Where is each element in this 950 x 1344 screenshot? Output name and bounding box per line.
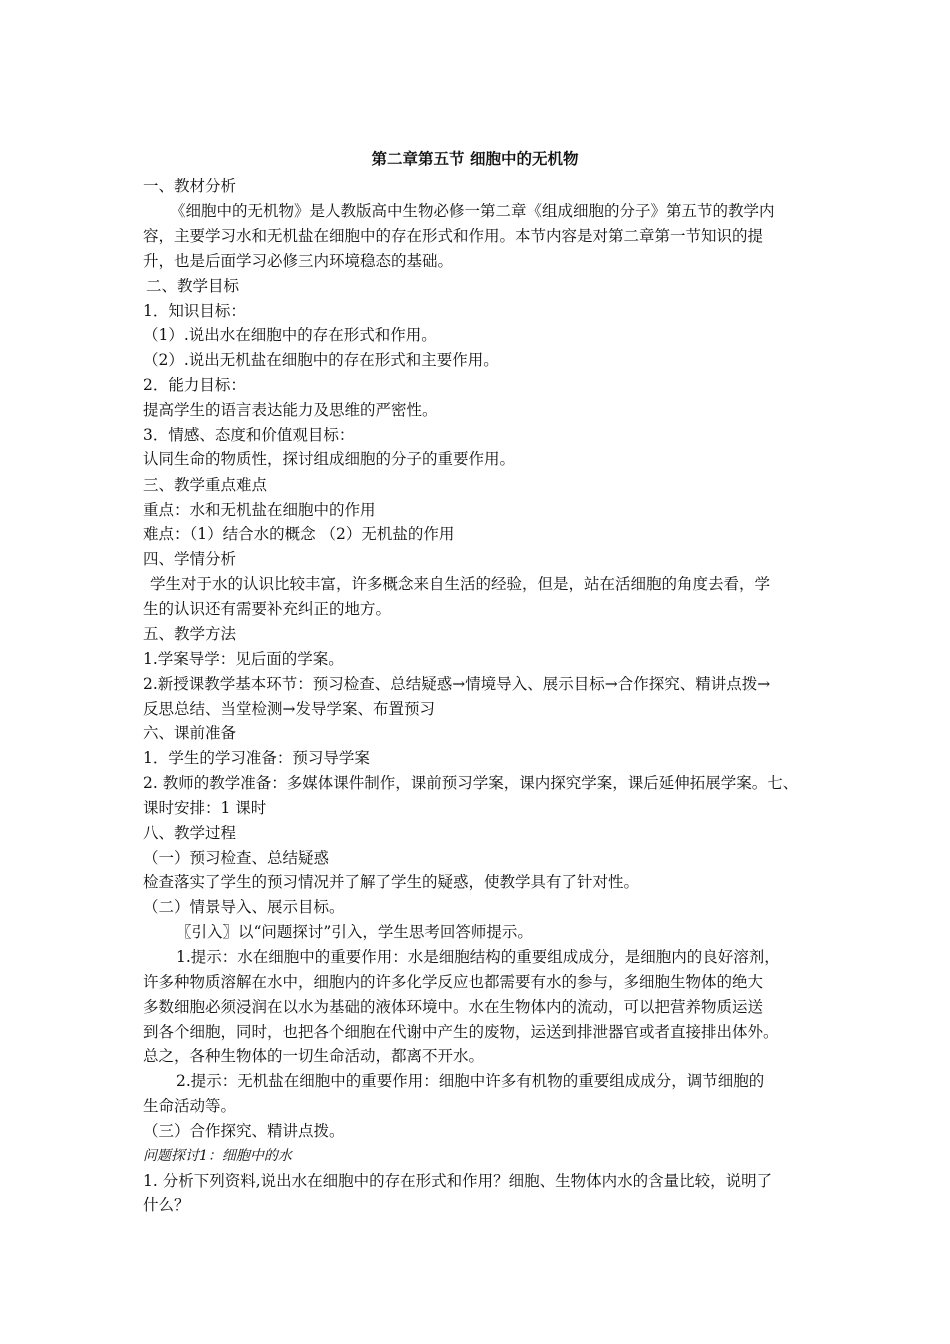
paragraph-line: 1.提示：水在细胞中的重要作用：水是细胞结构的重要组成成分，是细胞内的良好溶剂， [176,948,780,966]
section-heading: 一、教材分析 [143,177,237,195]
paragraph-line: 总之，各种生物体的一切生命活动，都离不开水。 [143,1047,485,1065]
paragraph-line: 容，主要学习水和无机盐在细胞中的存在形式和作用。本节内容是对第二章第一节知识的提 [143,227,764,245]
paragraph-line: 难点：（1）结合水的概念 （2）无机盐的作用 [143,525,455,543]
paragraph-line: 〖引入〗以“问题探讨”引入，学生思考回答师提示。 [176,923,533,941]
paragraph-line: 课时安排：1 课时 [143,799,267,817]
section-heading: 四、学情分析 [143,550,237,568]
paragraph-line: （三）合作探究、精讲点拨。 [143,1122,345,1140]
section-heading: 五、教学方法 [143,625,237,643]
paragraph-line: 1. 分析下列资料,说出水在细胞中的存在形式和作用？细胞、生物体内水的含量比较，说明了 [143,1172,773,1190]
paragraph-line: 《细胞中的无机物》是人教版高中生物必修一第二章《组成细胞的分子》第五节的教学内 [170,202,775,220]
paragraph-line: 到各个细胞，同时，也把各个细胞在代谢中产生的废物，运送到排泄器官或者直接排出体外。 [143,1023,779,1041]
paragraph-line: 生命活动等。 [143,1097,237,1115]
section-heading: 八、教学过程 [143,824,237,842]
paragraph-line: 多数细胞必须浸润在以水为基础的液体环境中。水在生物体内的流动，可以把营养物质运送 [143,998,764,1016]
paragraph-line: 2．能力目标： [143,376,246,394]
paragraph-line: 检查落实了学生的预习情况并了解了学生的疑惑，使教学具有了针对性。 [143,873,640,891]
paragraph-line: 什么？ [143,1196,190,1214]
paragraph-line: 2.新授课教学基本环节：预习检查、总结疑惑→情境导入、展示目标→合作探究、精讲点拨→ [143,675,771,693]
question-heading: 问题探讨1：细胞中的水 [143,1148,292,1164]
section-heading: 二、教学目标 [146,277,240,295]
paragraph-line: 认同生命的物质性，探讨组成细胞的分子的重要作用。 [143,450,516,468]
document-title: 第二章第五节 细胞中的无机物 [371,149,579,168]
paragraph-line: 3．情感、态度和价值观目标： [143,426,355,444]
paragraph-line: 2.提示：无机盐在细胞中的重要作用：细胞中许多有机物的重要组成成分，调节细胞的 [176,1072,765,1090]
paragraph-line: 反思总结、当堂检测→发导学案、布置预习 [143,700,435,718]
paragraph-line: 1.学案导学：见后面的学案。 [143,650,344,668]
paragraph-line: （2）.说出无机盐在细胞中的存在形式和主要作用。 [143,351,499,369]
paragraph-line: 提高学生的语言表达能力及思维的严密性。 [143,401,438,419]
paragraph-line: 重点：水和无机盐在细胞中的作用 [143,501,376,519]
paragraph-line: 许多种物质溶解在水中，细胞内的许多化学反应也都需要有水的参与，多细胞生物体的绝大 [143,973,764,991]
paragraph-line: 升，也是后面学习必修三内环境稳态的基础。 [143,252,454,270]
paragraph-line: （1）.说出水在细胞中的存在形式和作用。 [143,326,437,344]
paragraph-line: 1．学生的学习准备：预习导学案 [143,749,370,767]
paragraph-line: 学生对于水的认识比较丰富，许多概念来自生活的经验，但是，站在活细胞的角度去看，学 [150,575,771,593]
section-heading: 三、教学重点难点 [143,476,268,494]
paragraph-line: （一）预习检查、总结疑惑 [143,849,330,867]
section-heading: 六、课前准备 [143,724,237,742]
paragraph-line: 2. 教师的教学准备：多媒体课件制作，课前预习学案，课内探究学案，课后延伸拓展学案。七、 [143,774,799,792]
paragraph-line: 生的认识还有需要补充纠正的地方。 [143,600,392,618]
paragraph-line: 1．知识目标： [143,302,246,320]
paragraph-line: （二）情景导入、展示目标。 [143,898,345,916]
